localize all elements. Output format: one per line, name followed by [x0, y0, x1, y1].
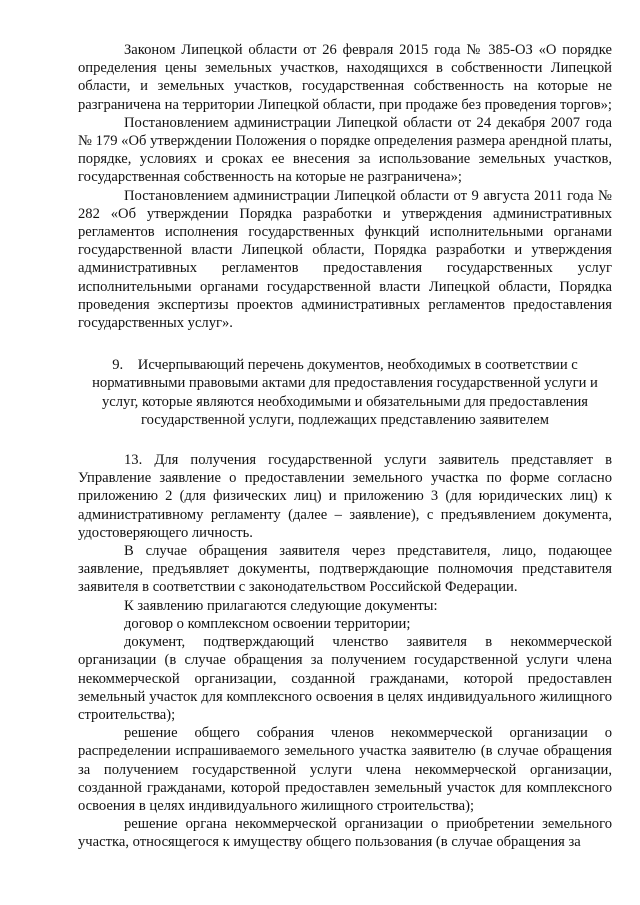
list-item-membership-document: документ, подтверждающий членство заявителя в некоммерческой организации (в случае обращения за получением государственной услуги члена некоммерческой организации, созданной гражданами, которой предоставлен земельный участок для комплексного освоения в целях индивидуального жилищного строительства);: [78, 634, 612, 723]
list-item-territory-agreement: договор о комплексном освоении территории;: [124, 615, 411, 632]
paragraph-representative: В случае обращения заявителя через представителя, лицо, подающее заявление, предъявляет документы, подтверждающие полномочия представителя заявителя в соответствии с законодательством Российской Федерации.: [78, 543, 612, 596]
list-item-general-meeting-decision: решение общего собрания членов некоммерческой организации о распределении испрашиваемого земельного участка заявителю (в случае обращения за получением государственной услуги члена некоммерческой организации, созданной гражданами, которой предоставлен земельный участок для комплексного освоения в целях индивидуального жилищного строительства);: [78, 725, 612, 814]
list-item-organization-decision: решение органа некоммерческой организации о приобретении земельного участка, относящегося к имуществу общего пользования (в случае обращения за: [78, 816, 612, 851]
paragraph-resolution-282: Постановлением администрации Липецкой области от 9 августа 2011 года № 282 «Об утверждении Порядка разработки и утверждения административных регламентов исполнения государственных функций исполнительными органами государственной власти Липецкой области, Порядка разработки и утверждения административных регламентов предоставления государственных услуг исполнительными органами государственной власти Липецкой области, Порядка проведения экспертизы проектов административных регламентов предоставления государственных услуг».: [78, 187, 612, 332]
paragraph-resolution-179: Постановлением администрации Липецкой области от 24 декабря 2007 года № 179 «Об утверждении Положения о порядке определения размера арендной платы, порядке, условиях и сроках ее внесения за использование земельных участков, государственная собственность на которые не разграничена»;: [78, 114, 612, 186]
paragraph-13: 13. Для получения государственной услуги заявитель представляет в Управление заявление о предоставлении земельного участка по форме согласно приложению 2 (для физических лиц) и приложению 3 (для юридических лиц) к административному регламенту (далее – заявление), с предъявлением документа, удостоверяющего личность.: [78, 452, 612, 541]
paragraph-law-385: Законом Липецкой области от 26 февраля 2015 года № 385-ОЗ «О порядке определения цены земельных участков, находящихся в собственности Липецкой области, и земельных участков, государственная собственность на которые не разграничена на территории Липецкой области, при продаже без проведения торгов»;: [78, 42, 612, 113]
paragraph-attached-documents: К заявлению прилагаются следующие документы:: [124, 597, 438, 614]
document-page: [78, 41, 612, 852]
section-9-heading: 9. Исчерпывающий перечень документов, необходимых в соответствии с нормативными правовыми актами для предоставления государственной услуги и услуг, которые являются необходимыми и обязательными для предоставления государственной услуги, подлежащих представлению заявителем: [92, 357, 598, 428]
